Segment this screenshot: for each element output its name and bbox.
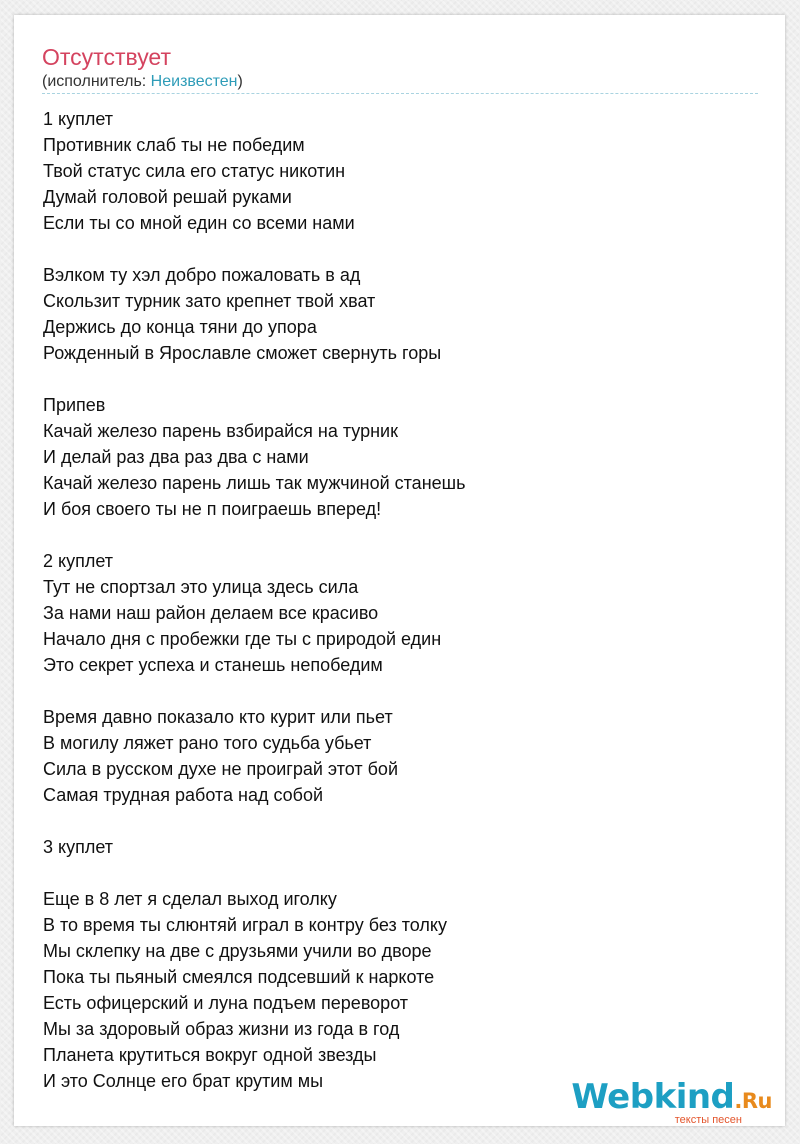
- lyric-line: За нами наш район делаем все красиво: [43, 603, 379, 623]
- lyric-line: Еще в 8 лет я сделал выход иголку: [43, 889, 337, 909]
- lyric-line: [43, 236, 763, 262]
- logo-tagline: тексты песен: [674, 1114, 742, 1126]
- lyric-line: Рожденный в Ярославле сможет свернуть горы: [43, 343, 442, 363]
- lyric-line: Держись до конца тяни до упора: [43, 317, 317, 337]
- lyric-line: Качай железо парень взбирайся на турник: [43, 421, 398, 441]
- artist-link[interactable]: Неизвестен: [150, 73, 238, 90]
- lyric-line: [43, 808, 763, 834]
- lyrics-block: [43, 106, 763, 1094]
- lyric-line: Сила в русском духе не проиграй этот бой: [43, 759, 398, 779]
- lyric-line: [43, 860, 763, 886]
- lyric-line: 1 куплет: [43, 109, 113, 129]
- lyric-line: Начало дня с пробежки где ты с природой един: [43, 629, 442, 649]
- lyric-line: И это Солнце его брат крутим мы: [43, 1071, 324, 1091]
- lyric-line: Думай головой решай руками: [43, 187, 292, 207]
- lyric-line: Это секрет успеха и станешь непобедим: [43, 655, 383, 675]
- lyric-line: Твой статус сила его статус никотин: [43, 161, 346, 181]
- logo-suffix: .Ru: [734, 1089, 772, 1113]
- lyric-line: Мы склепку на две с друзьями учили во дворе: [43, 941, 432, 961]
- lyric-line: В могилу ляжет рано того судьба убьет: [43, 733, 372, 753]
- song-title: Отсутствует: [42, 44, 171, 70]
- lyric-line: [43, 522, 763, 548]
- lyric-line: [43, 366, 763, 392]
- lyric-line: Время давно показало кто курит или пьет: [43, 707, 393, 727]
- lyric-line: 3 куплет: [43, 837, 113, 857]
- site-logo[interactable]: [571, 1078, 772, 1126]
- lyric-line: Есть офицерский и луна подъем переворот: [43, 993, 409, 1013]
- artist-suffix: ): [237, 73, 243, 90]
- lyric-line: Планета крутиться вокруг одной звезды: [43, 1045, 377, 1065]
- logo-name: Webkind: [571, 1077, 735, 1117]
- lyric-line: 2 куплет: [43, 551, 113, 571]
- lyric-line: Припев: [43, 395, 106, 415]
- lyric-line: Мы за здоровый образ жизни из года в год: [43, 1019, 400, 1039]
- lyric-line: [43, 678, 763, 704]
- lyric-line: Противник слаб ты не победим: [43, 135, 305, 155]
- lyric-line: Вэлком ту хэл добро пожаловать в ад: [43, 265, 361, 285]
- lyric-line: В то время ты слюнтяй играл в контру без толку: [43, 915, 447, 935]
- lyric-line: Самая трудная работа над собой: [43, 785, 324, 805]
- lyric-line: И боя своего ты не п поиграешь вперед!: [43, 499, 382, 519]
- artist-prefix: (исполнитель:: [42, 73, 151, 90]
- lyric-line: Качай железо парень лишь так мужчиной станешь: [43, 473, 466, 493]
- lyric-line: И делай раз два раз два с нами: [43, 447, 309, 467]
- header-divider: [42, 93, 758, 94]
- lyric-line: Скользит турник зато крепнет твой хват: [43, 291, 376, 311]
- lyric-line: Пока ты пьяный смеялся подсевший к наркоте: [43, 967, 435, 987]
- artist-line: [42, 72, 243, 92]
- lyric-line: Если ты со мной един со всеми нами: [43, 213, 355, 233]
- lyric-line: Тут не спортзал это улица здесь сила: [43, 577, 359, 597]
